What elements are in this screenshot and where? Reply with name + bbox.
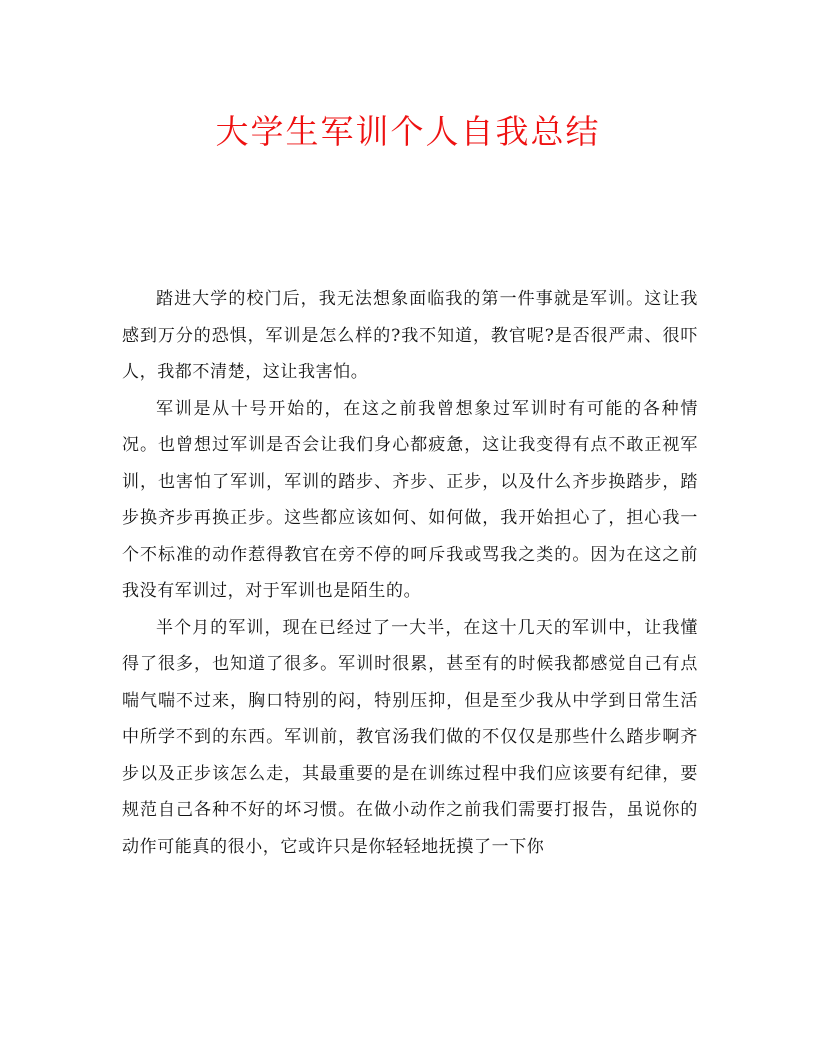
paragraph-1: 踏进大学的校门后，我无法想象面临我的第一件事就是军训。这让我感到万分的恐惧，军训是怎么样的?我不知道，教官呢?是否很严肃、很吓人，我都不清楚，这让我害怕。 <box>122 289 698 382</box>
paragraph-3: 半个月的军训，现在已经过了一大半，在这十几天的军训中，让我懂得了很多，也知道了很多。军训时很累，甚至有的时候我都感觉自己有点喘气喘不过来，胸口特别的闷，特别压抑，但是至少我从中学到日常生活中所学不到的东西。军训前，教官汤我们做的不仅仅是那些什么踏步啊齐步以及正步该怎么走，其最重要的是在训练过程中我们应该要有纪律，要规范自己各种不好的坏习惯。在做小动作之前我们需要打报告，虽说你的动作可能真的很小，它或许只是你轻轻地抚摸了一下你 <box>122 617 698 857</box>
paragraph-2: 军训是从十号开始的，在这之前我曾想象过军训时有可能的各种情况。也曾想过军训是否会让我们身心都疲惫，这让我变得有点不敢正视军训，也害怕了军训，军训的踏步、齐步、正步，以及什么齐步换踏步，踏步换齐步再换正步。这些都应该如何、如何做，我开始担心了，担心我一个不标准的动作惹得教官在旁不停的呵斥我或骂我之类的。因为在这之前我没有军训过，对于军训也是陌生的。 <box>122 398 698 601</box>
document-body <box>122 281 698 865</box>
document-title: 大学生军训个人自我总结 <box>215 112 601 151</box>
